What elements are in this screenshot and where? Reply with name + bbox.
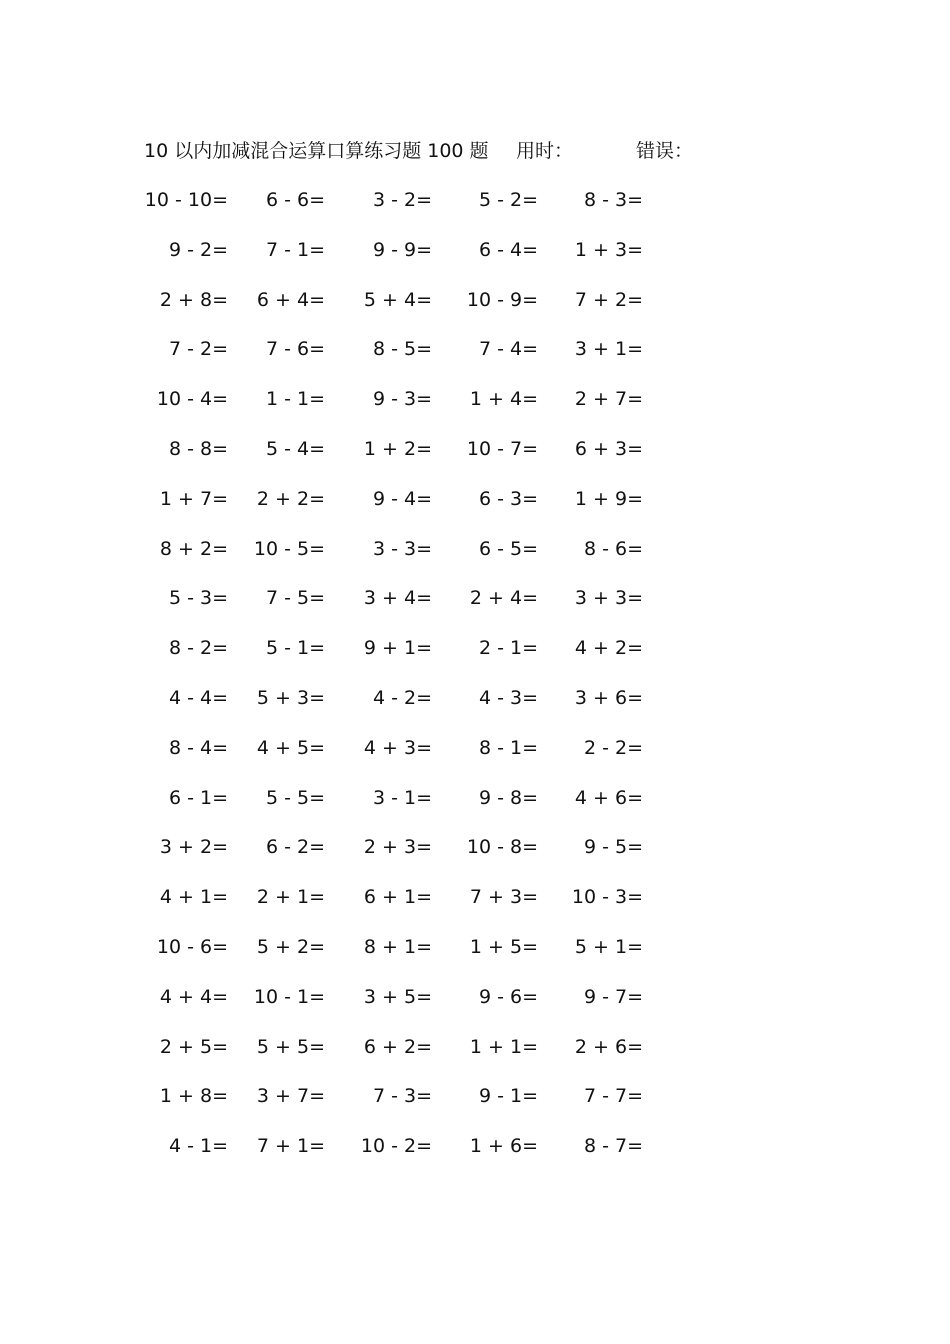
problem-item: 4 - 3=: [478, 686, 538, 709]
problem-row: [140, 733, 680, 783]
problem-item: 6 + 4=: [256, 288, 325, 311]
problem-item: 9 - 2=: [168, 238, 228, 261]
problem-item: 6 + 2=: [363, 1035, 432, 1058]
problem-item: 5 - 1=: [265, 637, 325, 660]
problem-grid: [140, 185, 680, 1181]
problem-item: 7 - 1=: [265, 238, 325, 261]
problem-item: 1 + 7=: [159, 487, 228, 510]
problem-item: 5 - 3=: [168, 587, 228, 610]
problem-row: [140, 484, 680, 534]
problem-row: [140, 683, 680, 733]
problem-item: 4 - 1=: [168, 1135, 228, 1158]
problem-item: 7 - 4=: [478, 338, 538, 361]
problem-item: 4 + 5=: [256, 736, 325, 759]
problem-row: [140, 235, 680, 285]
problem-item: 7 - 3=: [372, 1085, 432, 1108]
problem-item: 6 - 3=: [478, 487, 538, 510]
problem-item: 6 - 5=: [478, 537, 538, 560]
problem-item: 1 + 8=: [159, 1085, 228, 1108]
problem-item: 2 + 7=: [574, 388, 643, 411]
problem-row: [140, 982, 680, 1032]
problem-item: 7 + 1=: [256, 1135, 325, 1158]
problem-row: [140, 882, 680, 932]
problem-item: 2 + 2=: [256, 487, 325, 510]
problem-item: 6 + 1=: [363, 886, 432, 909]
problem-item: 2 + 4=: [469, 587, 538, 610]
problem-item: 7 + 3=: [469, 886, 538, 909]
problem-item: 10 - 7=: [466, 437, 538, 460]
problem-item: 7 - 6=: [265, 338, 325, 361]
problem-item: 7 - 5=: [265, 587, 325, 610]
problem-item: 9 - 1=: [478, 1085, 538, 1108]
problem-item: 3 + 7=: [256, 1085, 325, 1108]
problem-row: [140, 534, 680, 584]
problem-item: 9 - 4=: [372, 487, 432, 510]
problem-row: [140, 285, 680, 335]
problem-item: 5 + 3=: [256, 686, 325, 709]
problem-item: 8 - 7=: [583, 1135, 643, 1158]
problem-row: [140, 583, 680, 633]
worksheet-title: 10 以内加减混合运算口算练习题 100 题: [144, 140, 489, 162]
problem-item: 1 + 2=: [363, 437, 432, 460]
problem-item: 8 - 1=: [478, 736, 538, 759]
problem-item: 2 + 3=: [363, 836, 432, 859]
errors-label: 错误：: [636, 140, 694, 162]
problem-item: 8 - 6=: [583, 537, 643, 560]
problem-item: 6 - 1=: [168, 786, 228, 809]
problem-item: 2 + 8=: [159, 288, 228, 311]
problem-item: 2 + 6=: [574, 1035, 643, 1058]
problem-item: 8 - 2=: [168, 637, 228, 660]
problem-item: 3 - 1=: [372, 786, 432, 809]
problem-item: 1 + 9=: [574, 487, 643, 510]
problem-item: 4 + 2=: [574, 637, 643, 660]
problem-item: 7 - 2=: [168, 338, 228, 361]
problem-item: 1 + 6=: [469, 1135, 538, 1158]
problem-item: 10 - 3=: [571, 886, 643, 909]
problem-item: 1 + 1=: [469, 1035, 538, 1058]
problem-item: 3 + 6=: [574, 686, 643, 709]
problem-item: 10 - 6=: [156, 935, 228, 958]
problem-item: 2 - 2=: [583, 736, 643, 759]
problem-item: 3 + 3=: [574, 587, 643, 610]
problem-row: [140, 384, 680, 434]
problem-item: 2 + 1=: [256, 886, 325, 909]
problem-item: 10 - 8=: [466, 836, 538, 859]
problem-item: 1 + 3=: [574, 238, 643, 261]
problem-item: 3 + 5=: [363, 985, 432, 1008]
problem-item: 9 - 9=: [372, 238, 432, 261]
problem-row: [140, 1032, 680, 1082]
problem-item: 5 + 2=: [256, 935, 325, 958]
problem-item: 6 - 4=: [478, 238, 538, 261]
problem-row: [140, 932, 680, 982]
problem-item: 9 + 1=: [363, 637, 432, 660]
problem-item: 7 + 2=: [574, 288, 643, 311]
problem-item: 9 - 6=: [478, 985, 538, 1008]
problem-item: 4 + 1=: [159, 886, 228, 909]
problem-item: 7 - 7=: [583, 1085, 643, 1108]
problem-item: 8 - 5=: [372, 338, 432, 361]
problem-item: 9 - 3=: [372, 388, 432, 411]
problem-item: 8 + 1=: [363, 935, 432, 958]
problem-item: 6 + 3=: [574, 437, 643, 460]
problem-item: 3 - 3=: [372, 537, 432, 560]
problem-item: 8 + 2=: [159, 537, 228, 560]
problem-item: 6 - 6=: [265, 189, 325, 211]
problem-item: 2 + 5=: [159, 1035, 228, 1058]
problem-item: 5 - 5=: [265, 786, 325, 809]
problem-item: 10 - 5=: [253, 537, 325, 560]
problem-item: 8 - 4=: [168, 736, 228, 759]
problem-item: 1 + 4=: [469, 388, 538, 411]
problem-row: [140, 832, 680, 882]
problem-item: 3 + 2=: [159, 836, 228, 859]
problem-item: 9 - 8=: [478, 786, 538, 809]
problem-item: 9 - 7=: [583, 985, 643, 1008]
worksheet-header: [144, 137, 764, 165]
problem-item: 6 - 2=: [265, 836, 325, 859]
problem-item: 9 - 5=: [583, 836, 643, 859]
problem-row: [140, 633, 680, 683]
problem-item: 1 + 5=: [469, 935, 538, 958]
problem-row: [140, 434, 680, 484]
problem-item: 5 - 4=: [265, 437, 325, 460]
problem-item: 4 + 6=: [574, 786, 643, 809]
problem-item: 3 + 4=: [363, 587, 432, 610]
problem-item: 5 + 5=: [256, 1035, 325, 1058]
problem-item: 10 - 1=: [253, 985, 325, 1008]
problem-item: 2 - 1=: [478, 637, 538, 660]
problem-item: 3 + 1=: [574, 338, 643, 361]
problem-row: [140, 185, 680, 235]
problem-item: 10 - 10=: [144, 189, 228, 211]
problem-item: 4 - 2=: [372, 686, 432, 709]
problem-row: [140, 1131, 680, 1181]
problem-item: 1 - 1=: [265, 388, 325, 411]
problem-item: 4 + 3=: [363, 736, 432, 759]
problem-item: 4 + 4=: [159, 985, 228, 1008]
problem-item: 3 - 2=: [372, 189, 432, 211]
problem-item: 8 - 8=: [168, 437, 228, 460]
problem-item: 10 - 4=: [156, 388, 228, 411]
problem-row: [140, 783, 680, 833]
problem-row: [140, 334, 680, 384]
problem-item: 5 + 4=: [363, 288, 432, 311]
problem-item: 10 - 2=: [360, 1135, 432, 1158]
problem-item: 4 - 4=: [168, 686, 228, 709]
time-taken-label: 用时：: [516, 140, 574, 162]
problem-item: 5 - 2=: [478, 189, 538, 211]
problem-item: 8 - 3=: [583, 189, 643, 211]
problem-row: [140, 1081, 680, 1131]
problem-item: 5 + 1=: [574, 935, 643, 958]
problem-item: 10 - 9=: [466, 288, 538, 311]
